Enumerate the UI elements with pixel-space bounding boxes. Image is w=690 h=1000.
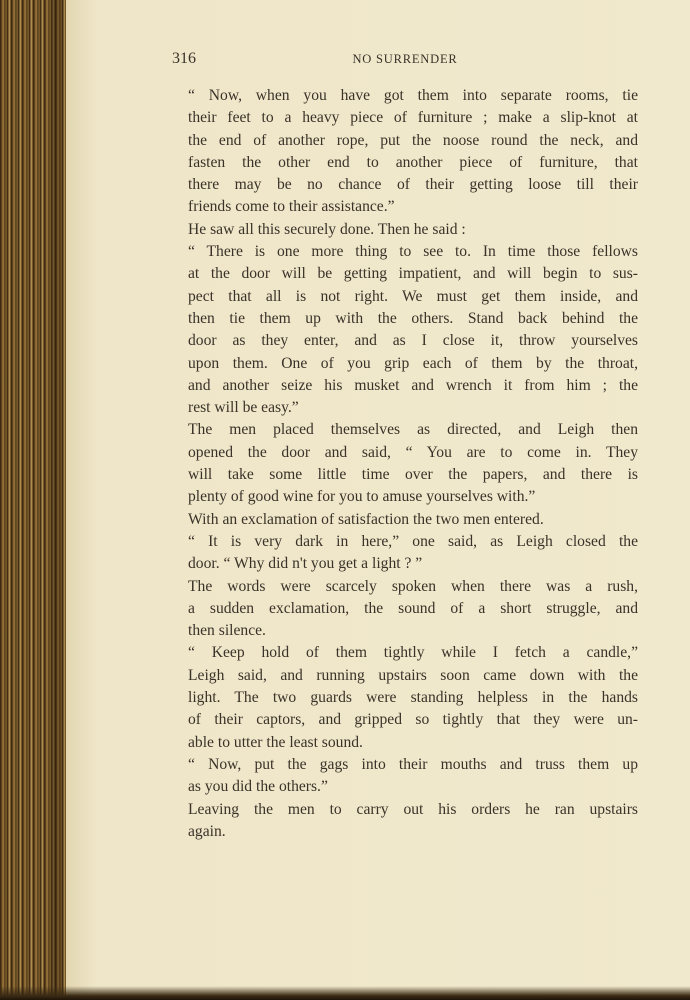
text-line: their feet to a heavy piece of furniture ; make a slip-knot at: [188, 109, 638, 127]
text-line: light. The two guards were standing helpless in the hands: [188, 689, 638, 707]
text-line: at the door will be getting impatient, and will begin to sus-: [188, 265, 638, 283]
text-line: of their captors, and gripped so tightly that they were un-: [188, 711, 638, 729]
text-line: there may be no chance of their getting loose till their: [188, 176, 638, 194]
text-line: “ There is one more thing to see to. In time those fellows: [188, 243, 638, 261]
page-bottom-edge: [0, 986, 690, 1000]
paragraph: [172, 419, 638, 508]
text-line: door as they enter, and as I close it, throw yourselves: [188, 332, 638, 350]
text-line: a sudden exclamation, the sound of a short struggle, and: [188, 599, 638, 617]
text-line: then silence.: [188, 622, 266, 640]
page-body-text: [172, 85, 638, 843]
paragraph: [172, 241, 638, 419]
text-line: “ Now, when you have got them into separate rooms, tie: [188, 87, 638, 104]
text-line: then tie them up with the others. Stand back behind the: [188, 309, 638, 327]
text-line: The men placed themselves as directed, and Leigh then: [188, 421, 638, 439]
running-title: NO SURRENDER: [352, 52, 458, 66]
book-spine-gutter: [0, 0, 66, 1000]
text-line: He saw all this securely done. Then he said :: [188, 220, 466, 238]
text-line: fasten the other end to another piece of furniture, that: [188, 153, 638, 171]
text-line: again.: [188, 822, 226, 840]
text-line: door. “ Why did n't you get a light ? ”: [188, 555, 423, 573]
text-line: able to utter the least sound.: [188, 733, 363, 751]
text-line: The words were scarcely spoken when there was a rush,: [188, 577, 638, 595]
paragraph: [172, 642, 638, 753]
text-line: With an exclamation of satisfaction the two men entered.: [188, 510, 544, 528]
text-line: and another seize his musket and wrench it from him ; the: [188, 376, 638, 394]
page-number: 316: [172, 50, 196, 67]
text-line: Leigh said, and running upstairs soon came down with the: [188, 666, 638, 684]
text-line: “ Keep hold of them tightly while I fetch a candle,”: [188, 644, 638, 662]
text-line: upon them. One of you grip each of them by the throat,: [188, 354, 638, 372]
paragraph: [172, 509, 638, 531]
page-header: [172, 50, 638, 70]
text-line: the end of another rope, put the noose round the neck, and: [188, 131, 638, 149]
text-line: friends come to their assistance.”: [188, 198, 395, 216]
text-line: as you did the others.”: [188, 778, 328, 796]
paragraph: [172, 85, 638, 219]
paragraph: [172, 576, 638, 643]
text-line: plenty of good wine for you to amuse yourselves with.”: [188, 488, 536, 506]
paragraph: [172, 219, 638, 241]
text-line: opened the door and said, “ You are to come in. They: [188, 443, 638, 461]
text-line: will take some little time over the papers, and there is: [188, 466, 638, 484]
text-line: “ It is very dark in here,” one said, as Leigh closed the: [188, 532, 638, 550]
paragraph: [172, 531, 638, 576]
text-line: pect that all is not right. We must get them inside, and: [188, 287, 638, 305]
text-line: rest will be easy.”: [188, 399, 299, 417]
paragraph: [172, 799, 638, 844]
paragraph: [172, 754, 638, 799]
text-line: “ Now, put the gags into their mouths and truss them up: [188, 755, 638, 773]
text-line: Leaving the men to carry out his orders he ran upstairs: [188, 800, 638, 818]
